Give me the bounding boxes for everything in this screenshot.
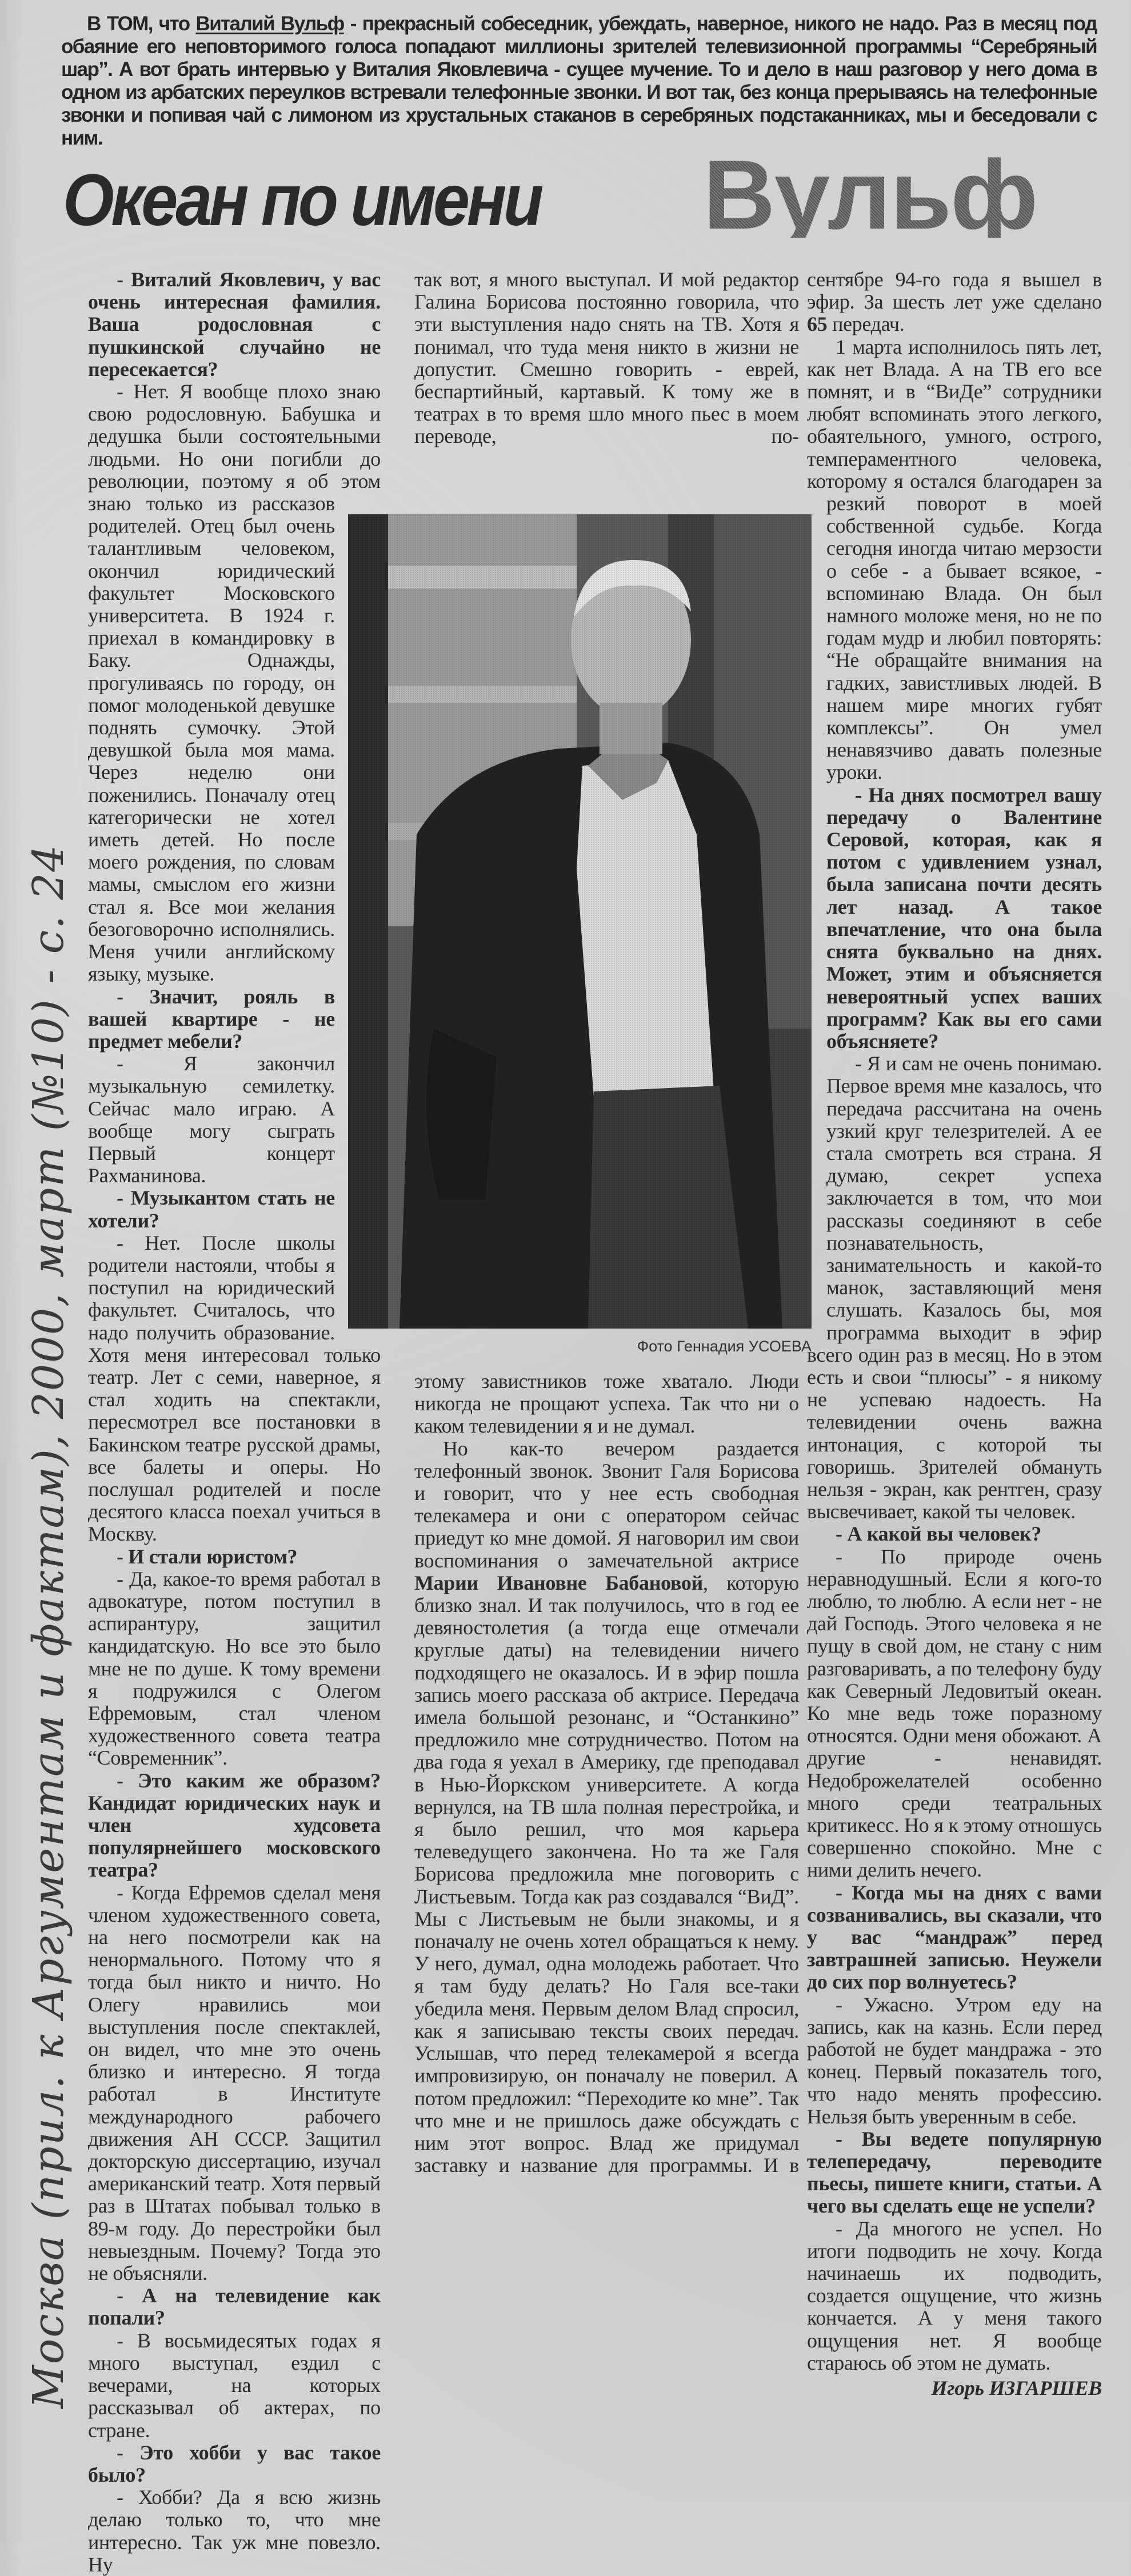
intro-text: - прекрасный собеседник, убеждать, наверное, никого не надо. Раз в месяц под обаяние его неповторимого голоса попадают миллионы зрителей телевизионной программы “Серебряный шар”. А вот брать интервью у Виталия Яковлевича - сущее мучение. То и дело в наш разговор у него дома в одном из арбатских переулков встревали телефонные звонки. И вот так, без конца прерываясь на телефонные звонки и попивая чай с лимоном из хрустальных стаканов в серебряных подстаканниках, мы и беседовали с ним. [61,13,1097,149]
article-paragraph: - Когда Ефремов сделал меня членом художественного совета, на него посмотрели как на ненормального. Потому что я тогда был никто и ничто. Но Олегу нравились мои выступления после спектаклей, он видел, что мне это очень близко и интересно. Я тогда работал в Институте международного рабочего движения АН СССР. Защитил докторскую диссертацию, изучал американский театр. Хотя первый раз в Штатах побывал только в 89-м году. До перестройки был невыездным. Почему? Тогда это не объясняли. [88,1881,381,2285]
headline-part2: Вульф [703,140,1037,250]
article-paragraph: - По природе очень неравнодушный. Если я кого-то люблю, то люблю. А если нет - не дай Господь. Этого человека я не пущу в свой дом, не стану с ним разговаривать, а по телефону буду как Северный Ледовитый океан. Ко мне ведь тоже поразному относятся. Одни меня обожают. А другие - ненавидят. Недоброжелателей особенно много среди театральных критикесс. Но я к этому отношусь совершенно спокойно. Мне с ними делить нечего. [807,1545,1102,1882]
article-paragraph: - Ужасно. Утром еду на запись, как на казнь. Если перед работой не будет мандража - это конец. Первый показатель того, что надо менять профессию. Нельзя быть уверенным в себе. [807,1993,1102,2128]
article-column-1 [88,269,381,2576]
article-paragraph: так вот, я много выступал. И мой редактор Галина Борисова постоянно говорила, что эти выступления надо снять на ТВ. Хотя я понимал, что туда меня никто в жизни не допустит. Смешно говорить - еврей, беспартийный, картавый. К тому же в театрах в то время шло много пьес в моем переводе, по- [414,268,799,448]
article-paragraph: - Хобби? Да я всю жизнь делаю только то, что мне интересно. Так уж мне повезло. Ну [88,2486,381,2576]
article-paragraph [807,269,1102,336]
paragraph-text: , которую близко знал. И так получилось, что в год ее девяностолетия (а тогда еще отмечали круглые даты) на телевидении ничего подходящего не оказалось. И в эфир пошла запись моего рассказа об актрисе. Передача имела большой резонанс, и “Останкино” предложило мне сотрудничество. Потом на два года я уехал в Америку, где преподавал в Нью-Йоркском университете. А когда вернулся, на ТВ шла полная перестройка, и я было решил, что моя карьера телеведущего закончена. Но та же Галя Борисова предложила мне поговорить с Листьевым. Тогда как раз создавался “ВиД”. Мы с Листьевым не были знакомы, и я поначалу не очень хотел обращаться к нему. У него, думал, одна молодежь работает. Что я там буду делать? Но Галя все-таки убедила меня. Первым делом Влад спросил, как я записываю тексты своих передач. Услышав, что перед телекамерой я всегда импровизирую, он поначалу не поверил. А потом предложил: “Переходите ко мне”. Так что мне и не пришлось даже обсуждать с ним этот вопрос. Влад же придумал заставку и название для программы. И в [414,1571,799,2177]
emphasis-text: 65 [807,313,828,336]
intro-name: Виталий Вульф [195,13,344,35]
interview-question: - Значит, рояль в вашей квартире - не предмет мебели? [88,985,335,1053]
article-paragraph: - Нет. После школы родители настояли, чтобы я поступил на юридический факультет. Считалось, что надо получить образование. Хотя меня интересовал только театр. Лет с семи, наверное, я стал ходить на спектакли, пересмотрел все постановки в Бакинском театре русской драмы, все балеты и оперы. Но послушал родителей и после десятого класса поехал учиться в Москву. [88,1231,381,1546]
headline-part1: Океан по имени [63,159,541,241]
article-paragraph: - Нет. Я вообще плохо знаю свою родословную. Бабушка и дедушка были состоятельными людьми. Но они погибли до революции, поэтому я об этом знаю только из рассказов родителей. Отец был очень талантливым человеком, окончил юридический факультет Московского университета. В 1924 г. приехал в командировку в Баку. Однажды, прогуливаясь по городу, он помог молоденькой девушке поднять сумочку. Этой девушкой была моя мама. Через неделю они поженились. Поначалу отец категорически не хотел иметь детей. Но после моего рождения, по словам мамы, смыслом его жизни стал я. Все мои желания безоговорочно исполнялись. Меня учили английскому языку, музыке. [88,380,381,986]
article-paragraph: - Да многого не успел. Но итоги подводить не хочу. Когда начинаешь их подводить, создается ощущение, что жизнь кончается. А у меня такого ощущения нет. Я вообще стараюсь об этом не думать. [807,2217,1102,2374]
interview-question: - Виталий Яковлевич, у вас очень интересная фамилия. Ваша родословная с пушкинской случайно не пересекается? [88,268,381,381]
portrait-photo-image [348,514,812,1329]
interview-question: - На днях посмотрел вашу передачу о Валентине Серовой, которая, как я потом с удивлением узнал, была записана почти десять лет назад. А такое впечатление, что она была снята буквально на днях. Может, этим и объясняется невероятный успех ваших программ? Как вы его сами объясняете? [826,783,1102,1053]
emphasis-text: Марии Ивановне Бабановой [414,1571,703,1594]
article-column-3 [807,269,1102,2399]
interview-question: - И стали юристом? [117,1545,298,1568]
article-paragraph: 1 марта исполнилось пять лет, как нет Влада. А на ТВ его все помнят, и в “ВиДе” сотрудники любят вспоминать этого легкого, обаятельного, умного, острого, темпераментного человека, которому я остался благодарен за резкий поворот в моей собственной судьбе. Когда сегодня иногда читаю мерзости о себе - а бывает всякое, - вспоминаю Влада. Он был намного моложе меня, но не по годам мудр и любил повторять: “Не обращайте внимания на гадких, завистливых людей. В нашем мире многих губят комплексы”. Он умел ненавязчиво давать полезные уроки. [807,335,1102,784]
paragraph-text: Но как-то вечером раздается телефонный звонок. Звонит Галя Борисова и говорит, что у нее есть свободная телекамера и они с оператором сейчас приедут ко мне домой. Я наговорил им свои воспоминания о замечательной актрисе [414,1437,799,1572]
interview-question: - Когда мы на днях с вами созванивались, вы сказали, что у вас “мандраж” перед завтрашней записью. Неужели до сих пор волнуетесь? [807,1881,1102,1994]
article-paragraph: - Да, какое-то время работал в адвокатуре, потом поступил в аспирантуру, защитил кандидатскую. Но все это было мне не по душе. К тому времени я подружился с Олегом Ефремовым, стал членом художественного совета театра “Современник”. [88,1567,381,1770]
interview-question: - Вы ведете популярную телепередачу, переводите пьесы, пишете книги, статьи. А чего вы сделать еще не успели? [807,2127,1102,2218]
author-signature: Игорь ИЗГАРШЕВ [931,2377,1102,2400]
portrait-photo [348,514,812,1329]
article-paragraph: - Я и сам не очень понимаю. Первое время мне казалось, что передача рассчитана на очень узкий круг телезрителей. А ее стала смотреть вся страна. Я думаю, секрет успеха заключается в том, что мои рассказы соединяют в себе познавательность, занимательность и какой-то манок, заставляющий меня слушать. Казалось бы, моя программа выходит в эфир всего один раз в месяц. Но в этом есть и свои “плюсы” - я никому не успеваю надоесть. На телевидении очень важна интонация, с которой ты говоришь. Зрителей обмануть нельзя - экран, как рентген, сразу высвечивает, какой ты человек. [807,1052,1102,1523]
article-column-2-top [414,269,799,448]
article-paragraph: этому завистников тоже хватало. Люди никогда не прощают успеха. Так что ни о каком телевидении я и не думал. [414,1370,799,1438]
photo-caption: Фото Геннадия УСОЕВА [637,1338,812,1355]
paragraph-text: передач. [827,313,905,336]
interview-question: - А какой вы человек? [836,1522,1042,1546]
intro-lead-start: В ТОМ, что [87,13,196,35]
article-paragraph: - В восьмидесятых годах я много выступал, ездил с вечерами, на которых рассказывал об актерах, по стране. [88,2329,381,2442]
article-paragraph [414,1438,799,2177]
headline [61,140,1097,250]
interview-question: - А на телевидение как попали? [88,2284,381,2330]
interview-question: - Это каким же образом? Кандидат юридических наук и член худсовета популярнейшего московского театра? [88,1769,381,1882]
article-header [61,13,1097,250]
paragraph-text: сентябре 94-го года я вышел в эфир. За шесть лет уже сделано [807,268,1102,314]
interview-question: - Музыкантом стать не хотели? [88,1186,335,1232]
article-column-2-bottom [414,1370,799,2177]
intro-lead [61,13,1097,150]
interview-question: - Это хобби у вас такое было? [88,2441,381,2486]
handwritten-note: Москва (прил. к Аргументам и фактам), 2000, март (№10) - с. 24 [24,843,73,2409]
article-paragraph: - Я закончил музыкальную семилетку. Сейчас мало играю. А вообще могу сыграть Первый концерт Рахманинова. [88,1052,335,1187]
